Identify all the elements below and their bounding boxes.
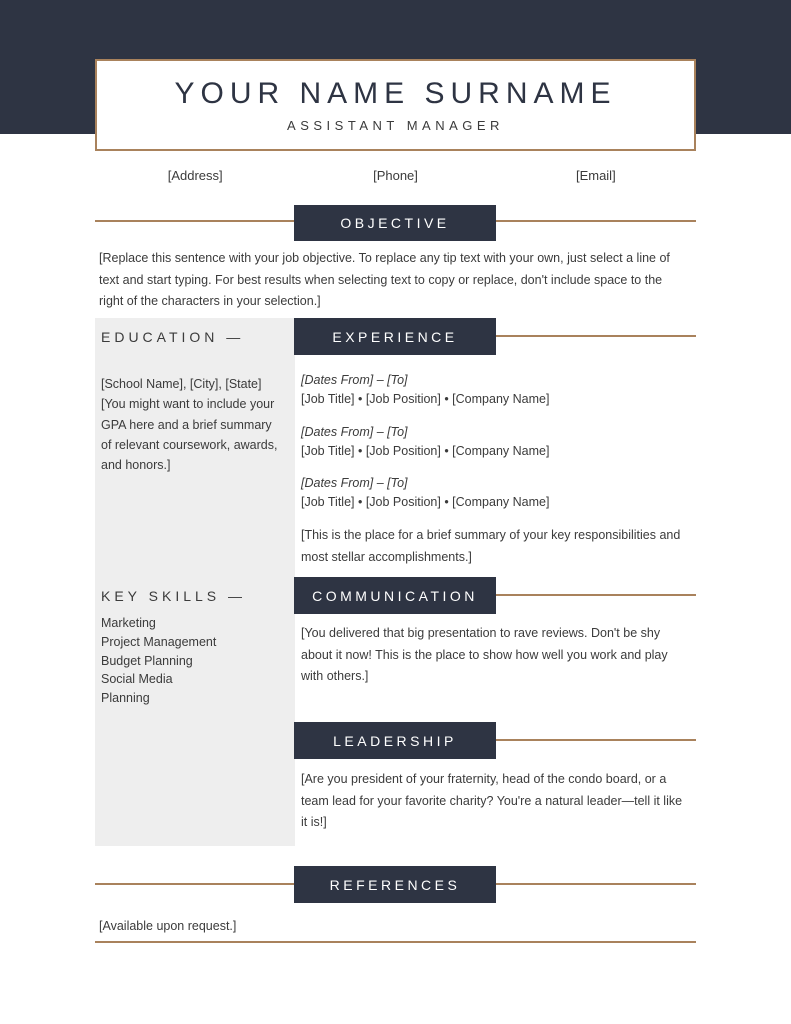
page-title: YOUR NAME SURNAME (174, 77, 617, 111)
key-skills-list (101, 614, 281, 708)
experience-role[interactable]: [Job Title] • [Job Position] • [Company Name] (301, 494, 550, 509)
list-item[interactable]: Planning (101, 691, 150, 705)
section-header-leadership: LEADERSHIP (294, 722, 496, 759)
experience-entry[interactable] (301, 474, 701, 512)
section-header-key-skills: KEY SKILLS — (101, 588, 247, 604)
experience-role[interactable]: [Job Title] • [Job Position] • [Company Name] (301, 391, 550, 406)
experience-role[interactable]: [Job Title] • [Job Position] • [Company Name] (301, 443, 550, 458)
name-title-box (95, 59, 696, 151)
objective-text[interactable]: [Replace this sentence with your job objective. To replace any tip text with your own, just select a line of text and start typing. For best results when selecting text to copy or replace, don't include space to the right of the characters in your selection.] (99, 251, 670, 308)
education-school[interactable]: [School Name], [City], [State] (101, 377, 262, 391)
footer-rule (95, 941, 696, 943)
experience-dates[interactable]: [Dates From] – [To] (301, 425, 408, 439)
list-item[interactable]: Budget Planning (101, 653, 193, 668)
section-header-communication: COMMUNICATION (294, 577, 496, 614)
leadership-text[interactable]: [Are you president of your fraternity, head of the condo board, or a team lead for your favorite charity? You're a natural leader—tell it like it is!] (301, 772, 683, 829)
list-item[interactable]: Marketing (101, 616, 156, 630)
section-header-experience: EXPERIENCE (294, 318, 496, 355)
experience-entry[interactable] (301, 423, 701, 461)
list-item[interactable]: Social Media (101, 672, 173, 687)
experience-dates[interactable]: [Dates From] – [To] (301, 373, 408, 387)
experience-dates[interactable]: [Dates From] – [To] (301, 476, 408, 490)
contact-phone[interactable]: [Phone] (373, 168, 418, 183)
contact-row (95, 168, 696, 183)
contact-email[interactable]: [Email] (575, 168, 616, 183)
experience-summary[interactable]: [This is the place for a brief summary of your key responsibilities and most stellar accomplishments.] (301, 528, 681, 564)
experience-entry[interactable] (301, 371, 701, 409)
contact-address[interactable]: [Address] (167, 168, 223, 183)
section-header-education: EDUCATION — (101, 329, 245, 345)
list-item[interactable]: Project Management (101, 634, 217, 649)
job-title: ASSISTANT MANAGER (287, 117, 504, 133)
section-header-references: REFERENCES (294, 866, 496, 903)
communication-text[interactable]: [You delivered that big presentation to rave reviews. Don't be shy about it now! This is the place to show how well you work and play with others.] (301, 626, 668, 683)
section-header-objective: OBJECTIVE (294, 205, 496, 241)
references-text[interactable]: [Available upon request.] (99, 919, 237, 933)
education-block[interactable] (101, 374, 281, 475)
education-details[interactable]: [You might want to include your GPA here and a brief summary of relevant coursework, awards, and honors.] (101, 397, 278, 472)
